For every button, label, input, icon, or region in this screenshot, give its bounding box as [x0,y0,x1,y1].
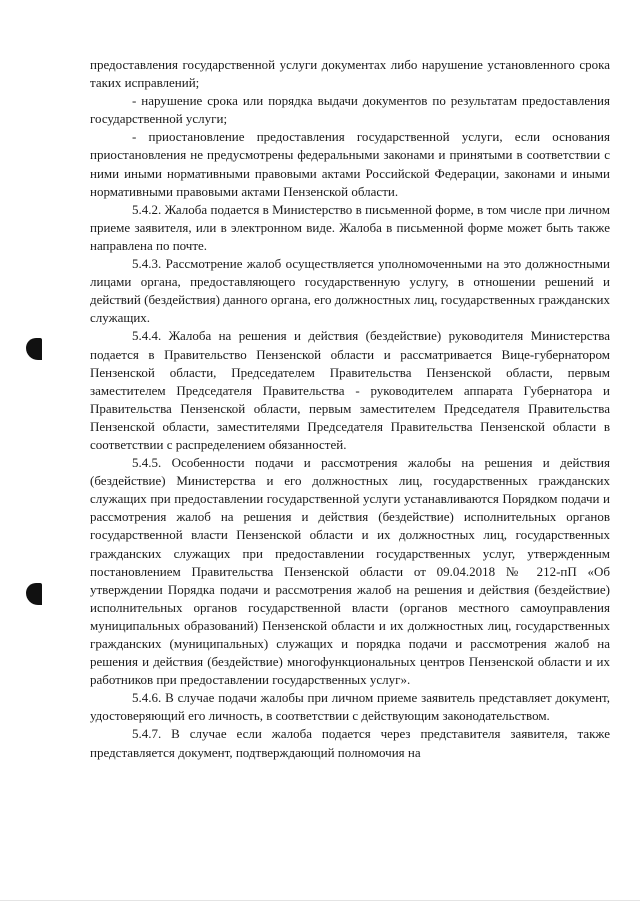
binder-hole-mark-bottom [26,583,42,605]
binder-hole-mark-top [26,338,42,360]
clause-5-4-6: 5.4.6. В случае подачи жалобы при личном приеме заявитель представляет документ, удостоверяющий его личность, в соответствии с действующим законодательством. [90,690,610,724]
paragraph-continuation: предоставления государственной услуги документах либо нарушение установленного срока таких исправлений; [90,57,610,91]
clause-5-4-3: 5.4.3. Рассмотрение жалоб осуществляется уполномоченными на это должностными лицами органа, предоставляющего государственную услугу, в отношении решений и действий (бездействия) данного органа, его должностных лиц, государственных гражданских служащих. [90,256,610,326]
scan-bottom-edge [0,900,640,901]
clause-5-4-4: 5.4.4. Жалоба на решения и действия (бездействие) руководителя Министерства подается в Правительство Пензенской области и рассматривается Вице-губернатором Пензенской области, Председателем Правительства Пензенской области, первым заместителем Председателя Правительства - руководителем аппарата Губернатора и Правительства Пензенской области, первым заместителем Председателя Правительства Пензенской области, заместителями Председателя Правительства Пензенской области в соответствии с распределением обязанностей. [90,328,610,452]
clause-5-4-5: 5.4.5. Особенности подачи и рассмотрения жалобы на решения и действия (бездействие) Министерства и его должностных лиц, государственных гражданских служащих при предоставлении государственной услуги устанавливаются Порядком подачи и рассмотрения жалоб на решения и действия (бездействие) исполнительных органов государственной власти Пензенской области и их должностных лиц, государственных гражданских служащих при предоставлении государственных услуг, утвержденным постановлением Правительства Пензенской области от 09.04.2018 № 212-пП «Об утверждении Порядка подачи и рассмотрения жалоб на решения и действия (бездействие) исполнительных органов государственной власти (органов местного самоуправления муниципальных образований) Пензенской области и их должностных лиц, государственных гражданских (муниципальных) служащих и порядка подачи и рассмотрения жалоб на решения и действия (бездействие) многофункциональных центров Пензенской области и их работников при предоставлении государственных услуг». [90,455,610,688]
clause-5-4-2: 5.4.2. Жалоба подается в Министерство в письменной форме, в том числе при личном приеме заявителя, или в электронном виде. Жалоба в письменной форме может быть также направлена по почте. [90,201,610,253]
list-item-suspension: - приостановление предоставления государственной услуги, если основания приостановления не предусмотрены федеральными законами и принятыми в соответствии с ними иными нормативными правовыми актами Российской Федерации, законами и иными нормативными правовыми актами Пензенской области. [90,129,610,199]
list-item-deadline-violation: - нарушение срока или порядка выдачи документов по результатам предоставления государственной услуги; [90,93,610,127]
document-page [90,56,610,762]
clause-5-4-7: 5.4.7. В случае если жалоба подается через представителя заявителя, также представляется документ, подтверждающий полномочия на [90,726,610,760]
